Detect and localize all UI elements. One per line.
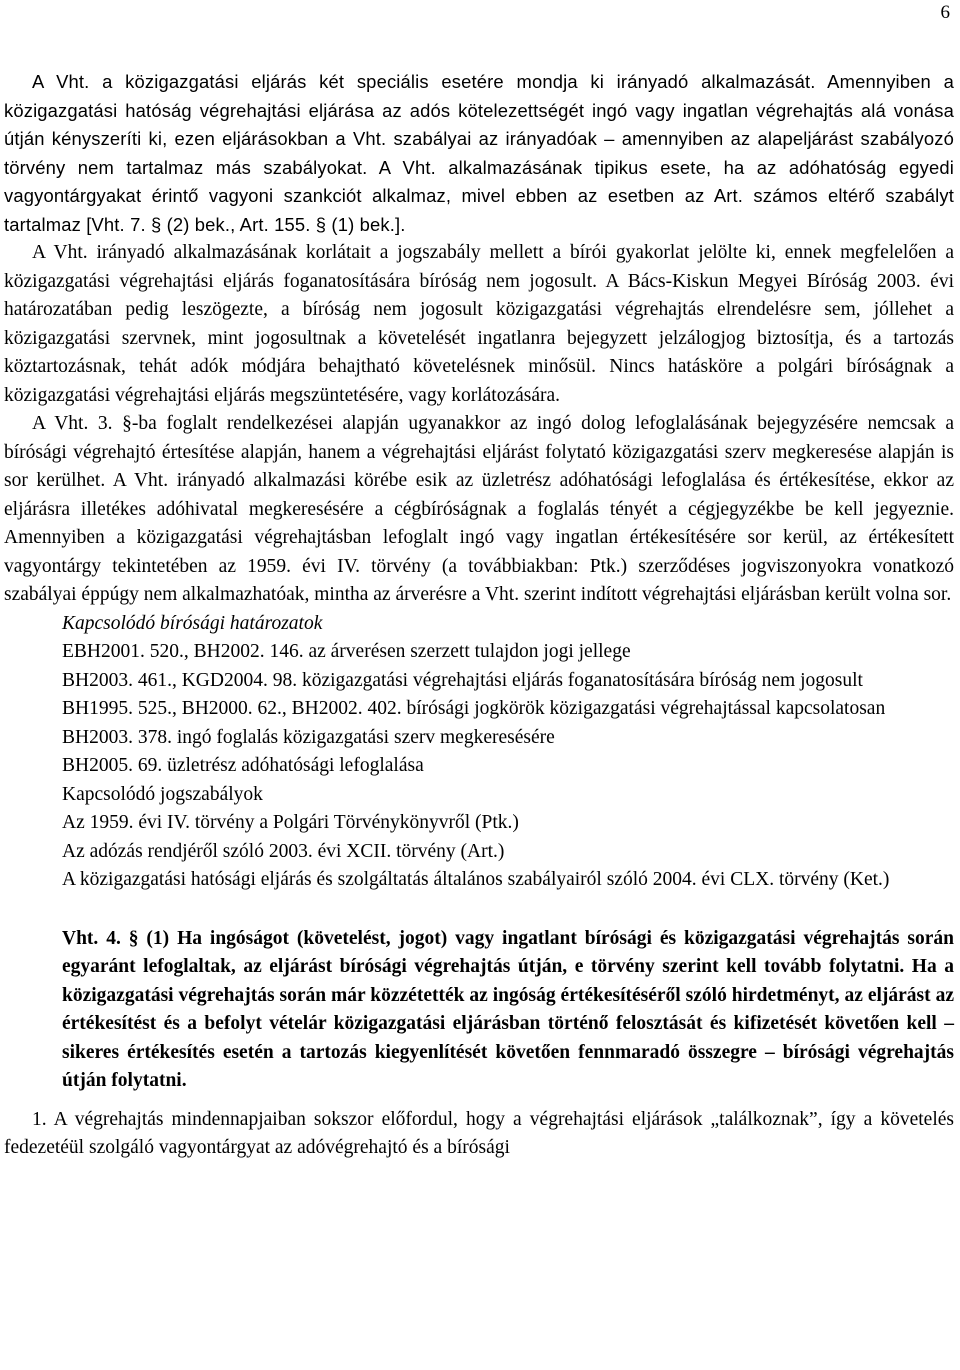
related-laws-heading: Kapcsolódó jogszabályok (62, 783, 263, 805)
related-law-item: Az adózás rendjéről szóló 2003. évi XCII. törvény (Art.) (62, 840, 505, 862)
related-decision-item: BH2005. 69. üzletrész adóhatósági lefoglalása (62, 755, 424, 776)
section-spacer (4, 895, 954, 925)
related-decisions-heading: Kapcsolódó bírósági határozatok (62, 612, 323, 634)
numbered-paragraph: 1. A végrehajtás mindennapjaiban sokszor előfordul, hogy a végrehajtási eljárások „találkoznak”, így a követelés fedezetéül szolgáló vagyontárgyat az adóvégrehajtó és a bírósági (4, 1108, 954, 1158)
paragraph-vht-limits: A Vht. irányadó alkalmazásának korlátait a jogszabály mellett a bírói gyakorlat jelölte ki, ennek megfelelően a közigazgatási végrehajtási eljárás foganatosítására bíróság nem jogosult. A Bács-Kiskun Megyei Bíróság 2003. évi határozatában pedig leszögezte, a bíróság nem jogosult közigazgatási végrehajtás elrendelésre sem, jóllehet a közigazgatási szervnek, mint jogosultnak a követelését ingatlanra bejegyzett jelzálogjog biztosítja, és a tartozás köztartozásnak, tehát adók módjára behajtható követelésnek minősül. Nincs hatásköre a polgári bíróságnak a közigazgatási végrehajtási eljárás megszüntetésére, vagy korlátozására. (4, 242, 954, 406)
related-decision-item: BH2003. 461., KGD2004. 98. közigazgatási végrehajtási eljárás foganatosítására bíróság nem jogosult (62, 669, 863, 691)
paragraph-vht-3: A Vht. 3. §-ba foglalt rendelkezései alapján ugyanakkor az ingó dolog lefoglalásának bejegyzésére nemcsak a bírósági végrehajtó értesítése alapján, hanem a végrehajtási eljárást folytató közigazgatási szerv megkeresése alapján is sor kerülhet. A Vht. irányadó alkalmazási körébe esik az üzletrész adóhatósági lefoglalása és értékesítése, ekkor az eljárásra illetékes adóhivatal megkeresésére a cégbíróságnak a foglalás tényét a cégjegyzékbe be kell jegyeznie. Amennyiben a közigazgatási végrehajtásban lefoglalt ingó vagy ingatlan értékesítésére sor kerül, az értékesített vagyontárgy tekintetében az 1959. évi IV. törvény (a továbbiakban: Ptk.) szerződéses jogviszonyokra vonatkozó szabályai éppúgy nem alkalmazhatóak, mintha az árverésre a Vht. szerint indított végrehajtási eljárásban került volna sor. (4, 413, 954, 605)
related-law-item: Az 1959. évi IV. törvény a Polgári Törvénykönyvről (Ptk.) (62, 812, 519, 833)
related-decision-item: EBH2001. 520., BH2002. 146. az árverésen szerzett tulajdon jogi jellege (62, 641, 631, 662)
section-vht-4: Vht. 4. § (1) Ha ingóságot (követelést, jogot) vagy ingatlant bírósági és közigazgatási végrehajtás során egyaránt lefoglaltak, az eljárást bírósági végrehajtás útján, e törvény szerint kell tovább folytatni. Ha a közigazgatási végrehajtás során már közzétették az ingóság értékesítéséről szóló hirdetményt, az eljárást az értékesítést és a befolyt vételár közigazgatási eljárásban történő felosztását és kifizetését követően kell – sikeres értékesítés esetén a tartozás kiegyenlítését követően fennmaradó összegre – bírósági végrehajtás útján folytatni. (62, 927, 954, 1091)
related-laws (4, 781, 954, 895)
document-body (4, 68, 954, 1163)
related-decision-item: BH1995. 525., BH2000. 62., BH2002. 402. bírósági jogkörök közigazgatási végrehajtással kapcsolatosan (62, 698, 886, 719)
related-decisions (4, 610, 954, 781)
paragraph-vht-scope: A Vht. a közigazgatási eljárás két speciális esetére mondja ki irányadó alkalmazását. Amennyiben a közigazgatási hatóság végrehajtási eljárása az adós kötelezettségét ingó vagy ingatlan végrehajtás alá vonása útján kényszeríti ki, ezen eljárásokban a Vht. szabályai az irányadóak – amennyiben az alapeljárást szabályozó törvény nem tartalmaz más szabályokat. A Vht. alkalmazásának tipikus esete, ha az adóhatóság egyedi vagyontárgyakat érintő vagyoni szankciót alkalmaz, mivel ebben az esetben az Art. számos eltérő szabályt tartalmaz [Vht. 7. § (2) bek., Art. 155. § (1) bek.]. (4, 71, 954, 235)
page-number: 6 (940, 2, 950, 23)
related-law-item: A közigazgatási hatósági eljárás és szolgáltatás általános szabályairól szóló 2004. évi CLX. törvény (Ket.) (62, 869, 890, 890)
related-decision-item: BH2003. 378. ingó foglalás közigazgatási szerv megkeresésére (62, 726, 555, 748)
